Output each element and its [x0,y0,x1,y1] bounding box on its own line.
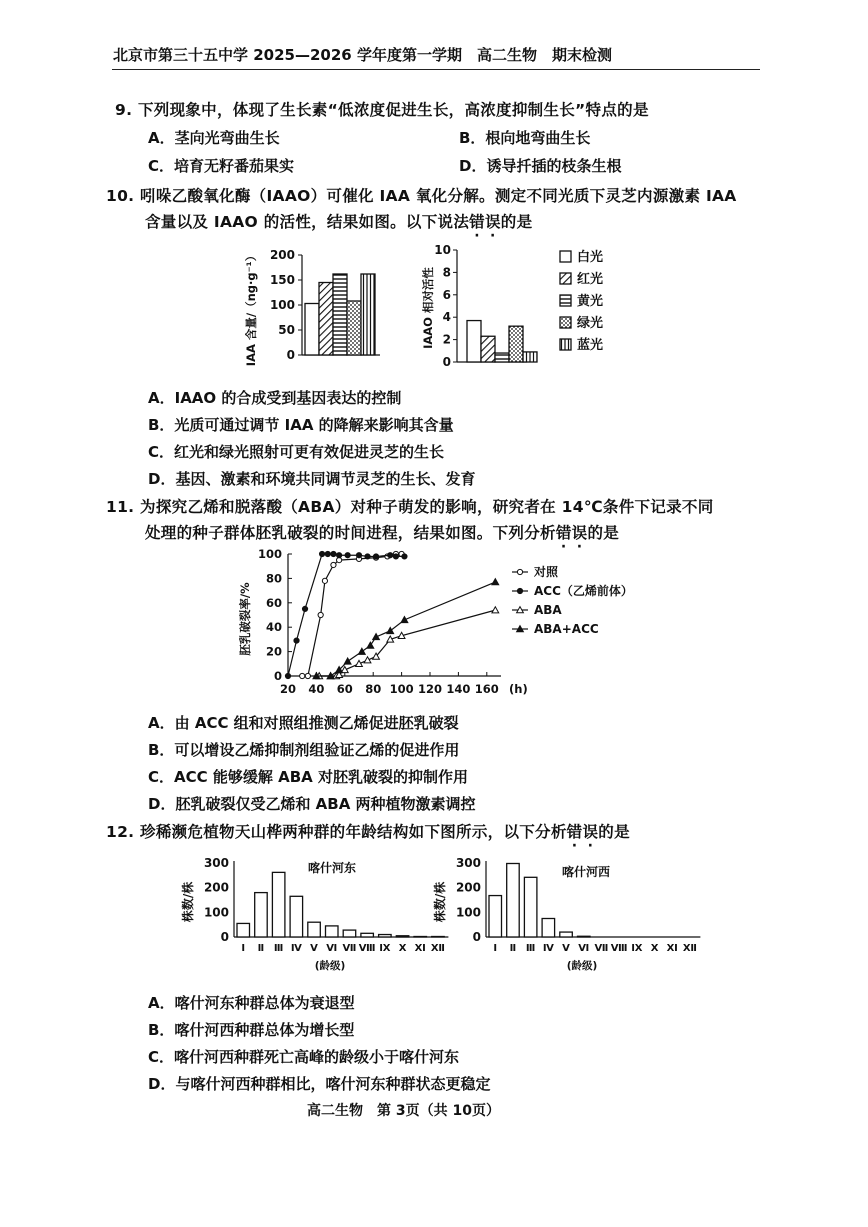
data-point [393,554,398,559]
bar-age-class [255,893,268,937]
q10-option-b[interactable]: B．光质可通过调节 IAA 的降解来影响其含量 [148,416,454,434]
x-tick-label: Ⅲ [525,943,536,954]
legend-label: ABA [534,603,562,617]
x-tick-label: 20 [279,682,297,696]
q10-option-d[interactable]: D．基因、激素和环境共同调节灵芝的生长、发育 [148,470,476,488]
x-axis-label: (龄级) [566,960,598,972]
data-point [367,642,374,648]
y-axis-label: IAAO 相对活性 [421,267,435,349]
x-tick-label: Ⅺ [414,943,426,954]
data-point [302,606,307,611]
bar-age-class [272,872,285,937]
legend-label: ACC（乙烯前体） [534,584,633,598]
bar-age-class [507,863,520,937]
q11-stem-pre: 处理的种子群体胚乳破裂的时间进程，结果如图。下列分析 [145,524,556,542]
legend-label: 红光 [577,272,604,287]
y-tick-label: 0 [442,355,451,369]
data-point [331,562,336,567]
data-point [337,553,342,558]
x-tick-label: 140 [446,682,471,696]
bar-age-class [560,932,573,937]
emphasis-char: 误 [582,823,599,841]
q12-option-a[interactable]: A．喀什河东种群总体为衰退型 [148,994,355,1012]
q11-option-c[interactable]: C．ACC 能够缓解 ABA 对胚乳破裂的抑制作用 [148,768,468,786]
y-tick-label: 300 [203,856,229,870]
bar-白光 [467,321,481,362]
y-axis-label: 株数/株 [433,881,447,923]
data-point [492,579,499,585]
legend-swatch [560,339,571,350]
bar-黄光 [333,274,347,355]
data-point [344,658,351,664]
x-tick-label: Ⅲ [273,943,284,954]
bar-age-class [326,926,339,937]
y-tick-label: 0 [273,669,282,683]
y-tick-label: 100 [257,547,282,561]
header-rule [112,69,760,70]
exam-header: 北京市第三十五中学 2025—2026 学年度第一学期 高二生物 期末检测 [113,46,612,64]
series-line [288,554,404,676]
y-tick-label: 100 [269,298,295,312]
x-tick-label: 60 [336,682,353,696]
q9-stem: 9. 下列现象中，体现了生长素“低浓度促进生长，高浓度抑制生长”特点的是 [115,101,649,119]
data-point [318,612,323,617]
data-point [285,673,290,678]
x-tick-label: Ⅹ [398,943,407,954]
q10-option-a[interactable]: A．IAAO 的合成受到基因表达的控制 [148,389,402,407]
q12-stem-pre: 12. 珍稀濒危植物天山桦两种群的年龄结构如下图所示，以下分析 [106,823,567,841]
y-tick-label: 50 [278,323,295,337]
y-tick-label: 10 [434,243,451,257]
data-point [294,638,299,643]
q9-option-b[interactable]: B．根向地弯曲生长 [459,129,591,147]
q11-option-b[interactable]: B．可以增设乙烯抑制剂组验证乙烯的促进作用 [148,741,460,759]
x-tick-label: Ⅻ [682,943,697,954]
x-tick-label: Ⅸ [631,943,643,954]
legend-swatch [560,295,571,306]
x-tick-label: Ⅵ [578,943,590,954]
legend-label: 绿光 [577,316,604,331]
data-point [358,648,365,654]
bar-age-class [524,877,537,937]
bar-蓝光 [361,274,375,355]
y-axis-label: 株数/株 [181,881,195,923]
y-tick-label: 0 [220,930,229,944]
y-tick-label: 100 [455,905,481,920]
x-tick-label: 100 [389,682,414,696]
legend-swatch [560,251,571,262]
x-axis-label: (龄级) [314,960,346,972]
y-tick-label: 0 [286,348,295,362]
x-tick-label: 120 [417,682,443,696]
legend-label: 对照 [534,565,559,579]
data-point [388,553,393,558]
y-tick-label: 40 [265,620,282,635]
legend-label: ABA+ACC [534,622,599,636]
bar-age-class [396,936,409,937]
y-tick-label: 80 [265,571,282,586]
x-tick-label: Ⅺ [666,943,678,954]
q11-stem-line2 [145,521,619,543]
data-point [373,554,378,559]
page-footer: 高二生物 第 3页（共 10页） [307,1103,500,1119]
emphasis-char: 错 [566,823,583,841]
x-tick-label: Ⅴ [562,943,570,954]
iaao-activity-chart [417,238,617,373]
chart-title: 喀什河东 [308,861,357,875]
data-point [325,551,330,556]
q10-stem-post: 的是 [500,213,533,231]
x-tick-label: Ⅻ [430,943,445,954]
legend-swatch [560,317,571,328]
data-point [364,657,371,663]
q11-stem-post: 的是 [587,524,620,542]
series-line [302,554,401,676]
y-tick-label: 6 [442,287,451,302]
legend-swatch [560,273,571,284]
y-tick-label: 200 [269,248,295,262]
legend-label: 白光 [577,250,604,265]
legend-label: 蓝光 [577,338,604,353]
x-tick-label: 40 [308,682,325,696]
q12-stem [106,820,630,842]
x-tick-label: Ⅴ [310,943,318,954]
data-point [300,673,305,678]
bar-age-class [343,930,356,937]
bar-age-class [379,935,392,937]
y-tick-label: 4 [442,310,451,325]
x-tick-label: Ⅰ [241,943,246,954]
chart-title: 喀什河西 [562,865,611,879]
data-point [356,553,361,558]
data-point [517,569,522,574]
q9-option-a[interactable]: A．茎向光弯曲生长 [148,129,280,147]
series-line [319,610,495,676]
y-tick-label: 20 [265,644,282,659]
x-tick-label: Ⅰ [493,943,498,954]
bar-age-class [489,896,502,937]
data-point [373,634,380,640]
x-tick-label: Ⅳ [290,943,302,954]
q11-stem-line1: 11. 为探究乙烯和脱落酸（ABA）对种子萌发的影响，研究者在 14℃条件下记录不同 [106,498,714,516]
q10-option-c[interactable]: C．红光和绿光照射可更有效促进灵芝的生长 [148,443,445,461]
emphasis-char: 错 [469,213,485,231]
y-tick-label: 200 [203,880,229,895]
y-tick-label: 8 [442,265,451,280]
y-tick-label: 60 [265,595,282,610]
iaa-content-chart [240,238,390,373]
bar-age-class [308,922,321,937]
x-tick-label: Ⅶ [594,943,609,954]
emphasis-char: 错 [555,524,572,542]
bar-绿光 [347,301,361,355]
data-point [319,551,324,556]
y-tick-label: 150 [269,273,295,287]
bar-蓝光 [523,352,537,362]
x-tick-label: Ⅳ [542,943,554,954]
emphasis-char: 误 [571,524,588,542]
x-tick-label: 80 [365,682,382,696]
bar-黄光 [495,353,509,362]
q10-stem-pre: 含量以及 IAAO 的活性，结果如图。以下说法 [145,213,470,231]
data-point [401,616,408,622]
bar-age-class [578,936,591,937]
q9-option-d[interactable]: D．诱导扦插的枝条生根 [459,157,622,175]
q12-stem-post: 的是 [598,823,630,841]
y-tick-label: 200 [455,880,481,895]
bar-age-class [237,923,250,937]
data-point [517,588,522,593]
q10-stem-line2 [145,210,532,232]
series-line [316,582,495,676]
age-structure-east-chart [178,852,445,977]
data-point [492,607,499,613]
y-tick-label: 2 [442,332,451,347]
endosperm-rupture-chart [236,545,656,705]
x-tick-label: Ⅹ [650,943,659,954]
y-tick-label: 0 [472,930,481,944]
x-unit-label: (h) [509,682,528,696]
data-point [365,554,370,559]
bar-age-class [542,919,555,938]
q12-option-d[interactable]: D．与喀什河西种群相比，喀什河东种群状态更稳定 [148,1075,491,1093]
data-point [331,551,336,556]
legend-label: 黄光 [577,294,604,309]
bar-age-class [361,933,374,937]
bar-红光 [481,336,495,362]
q11-option-d[interactable]: D．胚乳破裂仅受乙烯和 ABA 两种植物激素调控 [148,795,476,813]
age-structure-west-chart [430,852,697,977]
x-tick-label: Ⅱ [257,943,265,954]
x-tick-label: Ⅷ [610,943,628,954]
q10-stem-line1: 10. 吲哚乙酸氧化酶（IAAO）可催化 IAA 氧化分解。测定不同光质下灵芝内源激素 IAA [106,187,737,205]
y-tick-label: 300 [455,856,481,870]
x-tick-label: 160 [474,682,499,696]
data-point [345,553,350,558]
q12-option-b[interactable]: B．喀什河西种群总体为增长型 [148,1021,355,1039]
x-tick-label: Ⅶ [342,943,357,954]
data-point [305,673,310,678]
bar-绿光 [509,326,523,362]
data-point [402,554,407,559]
bar-红光 [319,283,333,356]
data-point [322,578,327,583]
bar-白光 [305,304,319,356]
x-tick-label: Ⅸ [379,943,391,954]
y-axis-label: IAA 含量/（ng·g⁻¹） [244,249,258,367]
q9-option-c[interactable]: C．培育无籽番茄果实 [148,157,295,175]
x-tick-label: Ⅱ [509,943,517,954]
data-point [356,660,363,666]
x-tick-label: Ⅵ [326,943,338,954]
bar-age-class [290,896,303,937]
y-tick-label: 100 [203,905,229,920]
y-axis-label: 胚乳破裂率/% [238,582,252,656]
emphasis-char: 误 [484,213,501,231]
q12-option-c[interactable]: C．喀什河西种群死亡高峰的龄级小于喀什河东 [148,1048,460,1066]
x-tick-label: Ⅷ [358,943,376,954]
q11-option-a[interactable]: A．由 ACC 组和对照组推测乙烯促进胚乳破裂 [148,714,459,732]
